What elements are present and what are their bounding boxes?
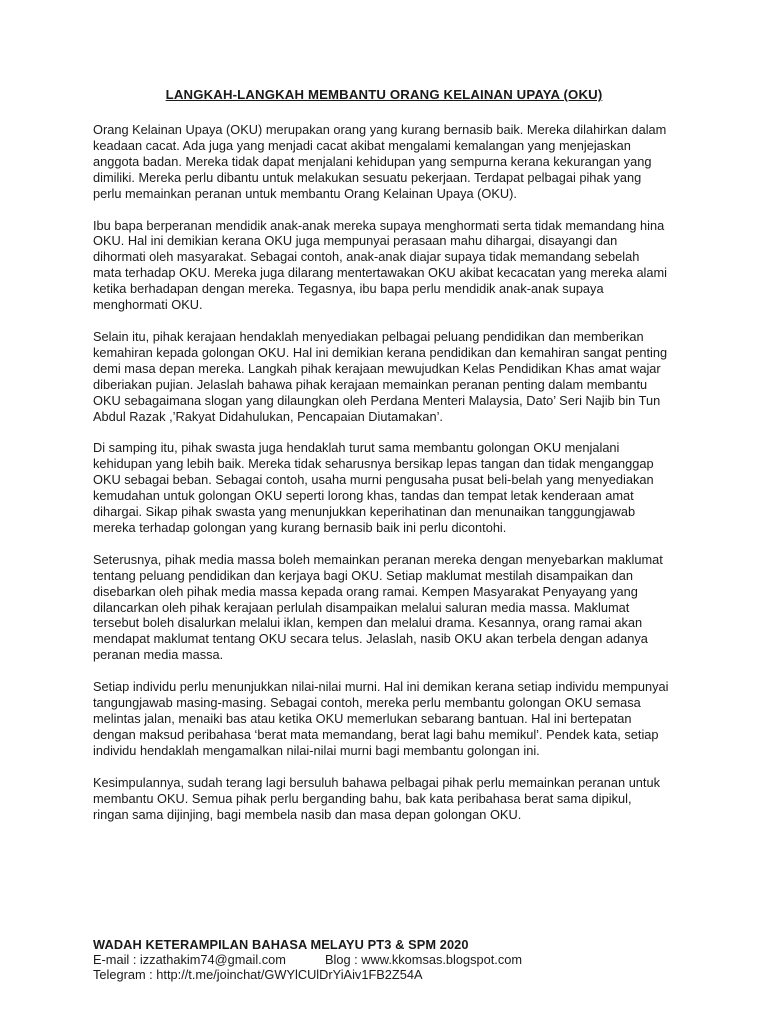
paragraph-private-sector: Di samping itu, pihak swasta juga hendaklah turut sama membantu golongan OKU menjalani kehidupan yang lebih baik. Mereka tidak seharusnya bersikap lepas tangan dan tidak menganggap OKU sebagai beban. Sebagai contoh, usaha murni pengusaha pusat beli-belah yang menyediakan kemudahan untuk golongan OKU seperti lorong khas, tandas dan tempat letak kenderaan amat dihargai. Sikap pihak swasta yang menunjukkan keperihatinan dan menunaikan tanggungjawab mereka terhadap golongan yang kurang bernasib baik ini perlu dicontohi. [93,440,654,535]
document-body [93,122,683,838]
paragraph-mass-media: Seterusnya, pihak media massa boleh memainkan peranan mereka dengan menyebarkan maklumat tentang peluang pendidikan dan kerjaya bagi OKU. Setiap maklumat mestilah disampaikan dan disebarkan oleh pihak media massa kepada orang ramai. Kempen Masyarakat Penyayang yang dilancarkan oleh pihak kerajaan perlulah disampaikan melalui saluran media massa. Maklumat tersebut boleh disalurkan melalui iklan, kempen dan melalui drama. Kesannya, orang ramai akan mendapat maklumat tentang OKU secara telus. Jelaslah, nasib OKU akan terbela dengan adanya peranan media massa. [93,551,663,663]
paragraph-parents: Ibu bapa berperanan mendidik anak-anak mereka supaya menghormati serta tidak memandang hina OKU. Hal ini demikian kerana OKU juga mempunyai perasaan mahu dihargai, disayangi dan dihormati oleh masyarakat. Sebagai contoh, anak-anak diajar supaya tidak memandang sebelah mata terhadap OKU. Mereka juga dilarang mentertawakan OKU akibat kecacatan yang mereka alami ketika berhadapan dengan mereka. Tegasnya, ibu bapa perlu mendidik anak-anak supaya menghormati OKU. [93,217,668,313]
document-title: LANGKAH-LANGKAH MEMBANTU ORANG KELAINAN UPAYA (OKU) [165,87,603,102]
footer-telegram-line: Telegram : http://t.me/joinchat/GWYlCUlDrYiAiv1FB2Z54A [93,967,423,982]
paragraph-conclusion: Kesimpulannya, sudah terang lagi bersuluh bahawa pelbagai pihak perlu memainkan peranan untuk membantu OKU. Semua pihak perlu berganding bahu, bak kata peribahasa berat sama dipikul, ringan sama dijinjing, bagi membela nasib dan masa depan golongan OKU. [93,774,660,822]
footer-title: WADAH KETERAMPILAN BAHASA MELAYU PT3 & SPM 2020 [93,937,469,952]
paragraph-introduction: Orang Kelainan Upaya (OKU) merupakan orang yang kurang bernasib baik. Mereka dilahirkan dalam keadaan cacat. Ada juga yang menjadi cacat akibat mengalami kemalangan yang menjejaskan anggota badan. Mereka tidak dapat menjalani kehidupan yang sempurna kerana kekurangan yang dimiliki. Mereka perlu dibantu untuk melakukan sesuatu pekerjaan. Terdapat pelbagai pihak yang perlu memainkan peranan untuk membantu Orang Kelainan Upaya (OKU). [93,122,667,201]
paragraph-government: Selain itu, pihak kerajaan hendaklah menyediakan pelbagai peluang pendidikan dan memberikan kemahiran kepada golongan OKU. Hal ini demikian kerana pendidikan dan kemahiran sangat penting demi masa depan mereka. Langkah pihak kerajaan mewujudkan Kelas Pendidikan Khas amat wajar diberiakan pujian. Jelaslah bahawa pihak kerajaan memainkan peranan penting dalam membantu OKU sebagaimana slogan yang dilaungkan oleh Perdana Menteri Malaysia, Dato’ Seri Najib bin Tun Abdul Razak ,’Rakyat Didahulukan, Pencapaian Diutamakan’. [93,328,668,424]
document-footer [93,937,693,982]
paragraph-individuals: Setiap individu perlu menunjukkan nilai-nilai murni. Hal ini demikan kerana setiap individu mempunyai tangungjawab masing-masing. Sebagai contoh, mereka perlu membantu golongan OKU semasa melintas jalan, menaiki bas atau ketika OKU memerlukan sebarang bantuan. Hal ini bertepatan dengan maksud peribahasa ‘berat mata memandang, berat lagi bahu memikul’. Pendek kata, setiap individu hendaklah mengamalkan nilai-nilai murni bagi membantu golongan ini. [93,679,669,758]
footer-contact-line: E-mail : izzathakim74@gmail.com Blog : www.kkomsas.blogspot.com [93,952,523,967]
